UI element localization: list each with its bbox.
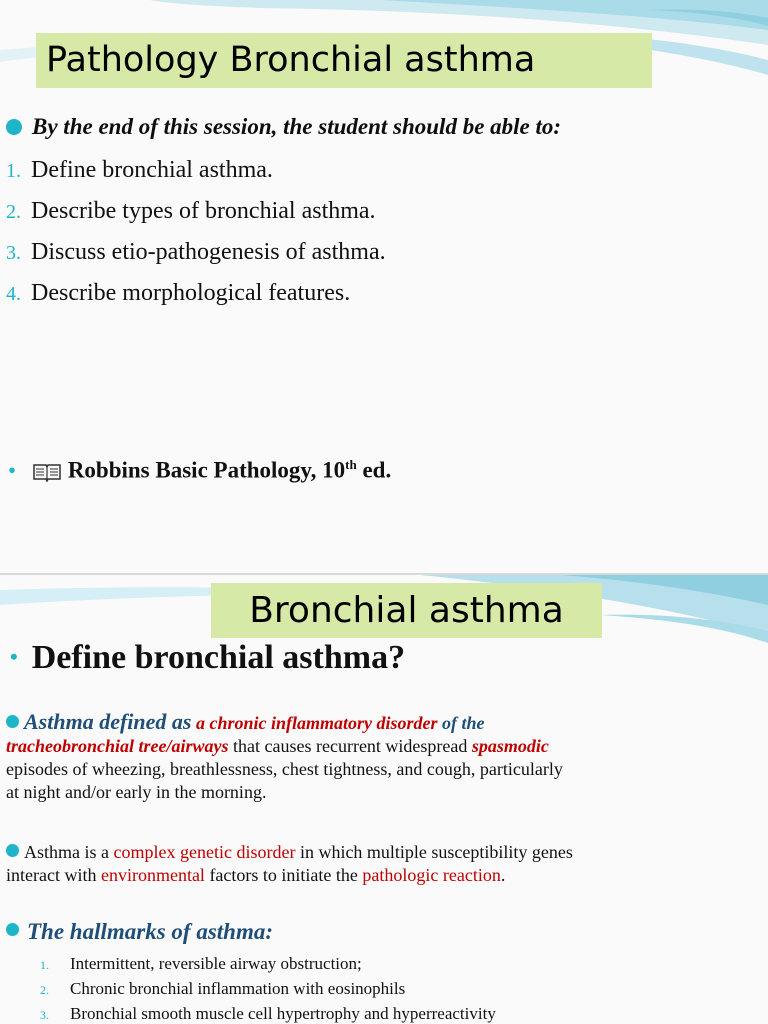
bullet-dot-icon <box>6 715 19 728</box>
hallmark-item: 2. Chronic bronchial inflammation with eosinophils <box>40 979 406 998</box>
bullet-dot-icon <box>6 923 19 936</box>
genetic-paragraph: Asthma is a complex genetic disorder in which multiple susceptibility genes interact with environmental factors to initiate the pathologic reaction. <box>6 842 573 885</box>
objective-item: 1. Define bronchial asthma. <box>6 157 273 183</box>
definition-paragraph: Asthma defined as a chronic inflammatory disorder of the tracheobronchial tree/airways that causes recurrent widespread spasmodic episodes of wheezing, breathlessness, chest tightness, and cough, particularly at night and/or early in the morning. <box>6 709 563 802</box>
objective-item: 4. Describe morphological features. <box>6 280 351 306</box>
hallmarks-heading: The hallmarks of asthma: <box>6 919 273 945</box>
reference-line: • Robbins Basic Pathology, 10th ed. <box>8 457 392 483</box>
objective-item: 2. Describe types of bronchial asthma. <box>6 198 376 224</box>
define-question: • Define bronchial asthma? <box>10 639 406 676</box>
hallmark-item: 1. Intermittent, reversible airway obstruction; <box>40 954 362 973</box>
book-icon <box>32 462 62 482</box>
objective-item: 3. Discuss etio-pathogenesis of asthma. <box>6 239 386 265</box>
slide-title: Bronchial asthma <box>211 583 602 638</box>
objectives-intro: By the end of this session, the student should be able to: <box>6 114 561 140</box>
hallmark-item: 3. Bronchial smooth muscle cell hypertrophy and hyperreactivity <box>40 1004 496 1023</box>
slide-title: Pathology Bronchial asthma <box>36 33 652 88</box>
bullet-dot-icon <box>6 844 19 857</box>
bullet-dot-icon <box>6 119 22 135</box>
slide-definition <box>0 575 768 1024</box>
